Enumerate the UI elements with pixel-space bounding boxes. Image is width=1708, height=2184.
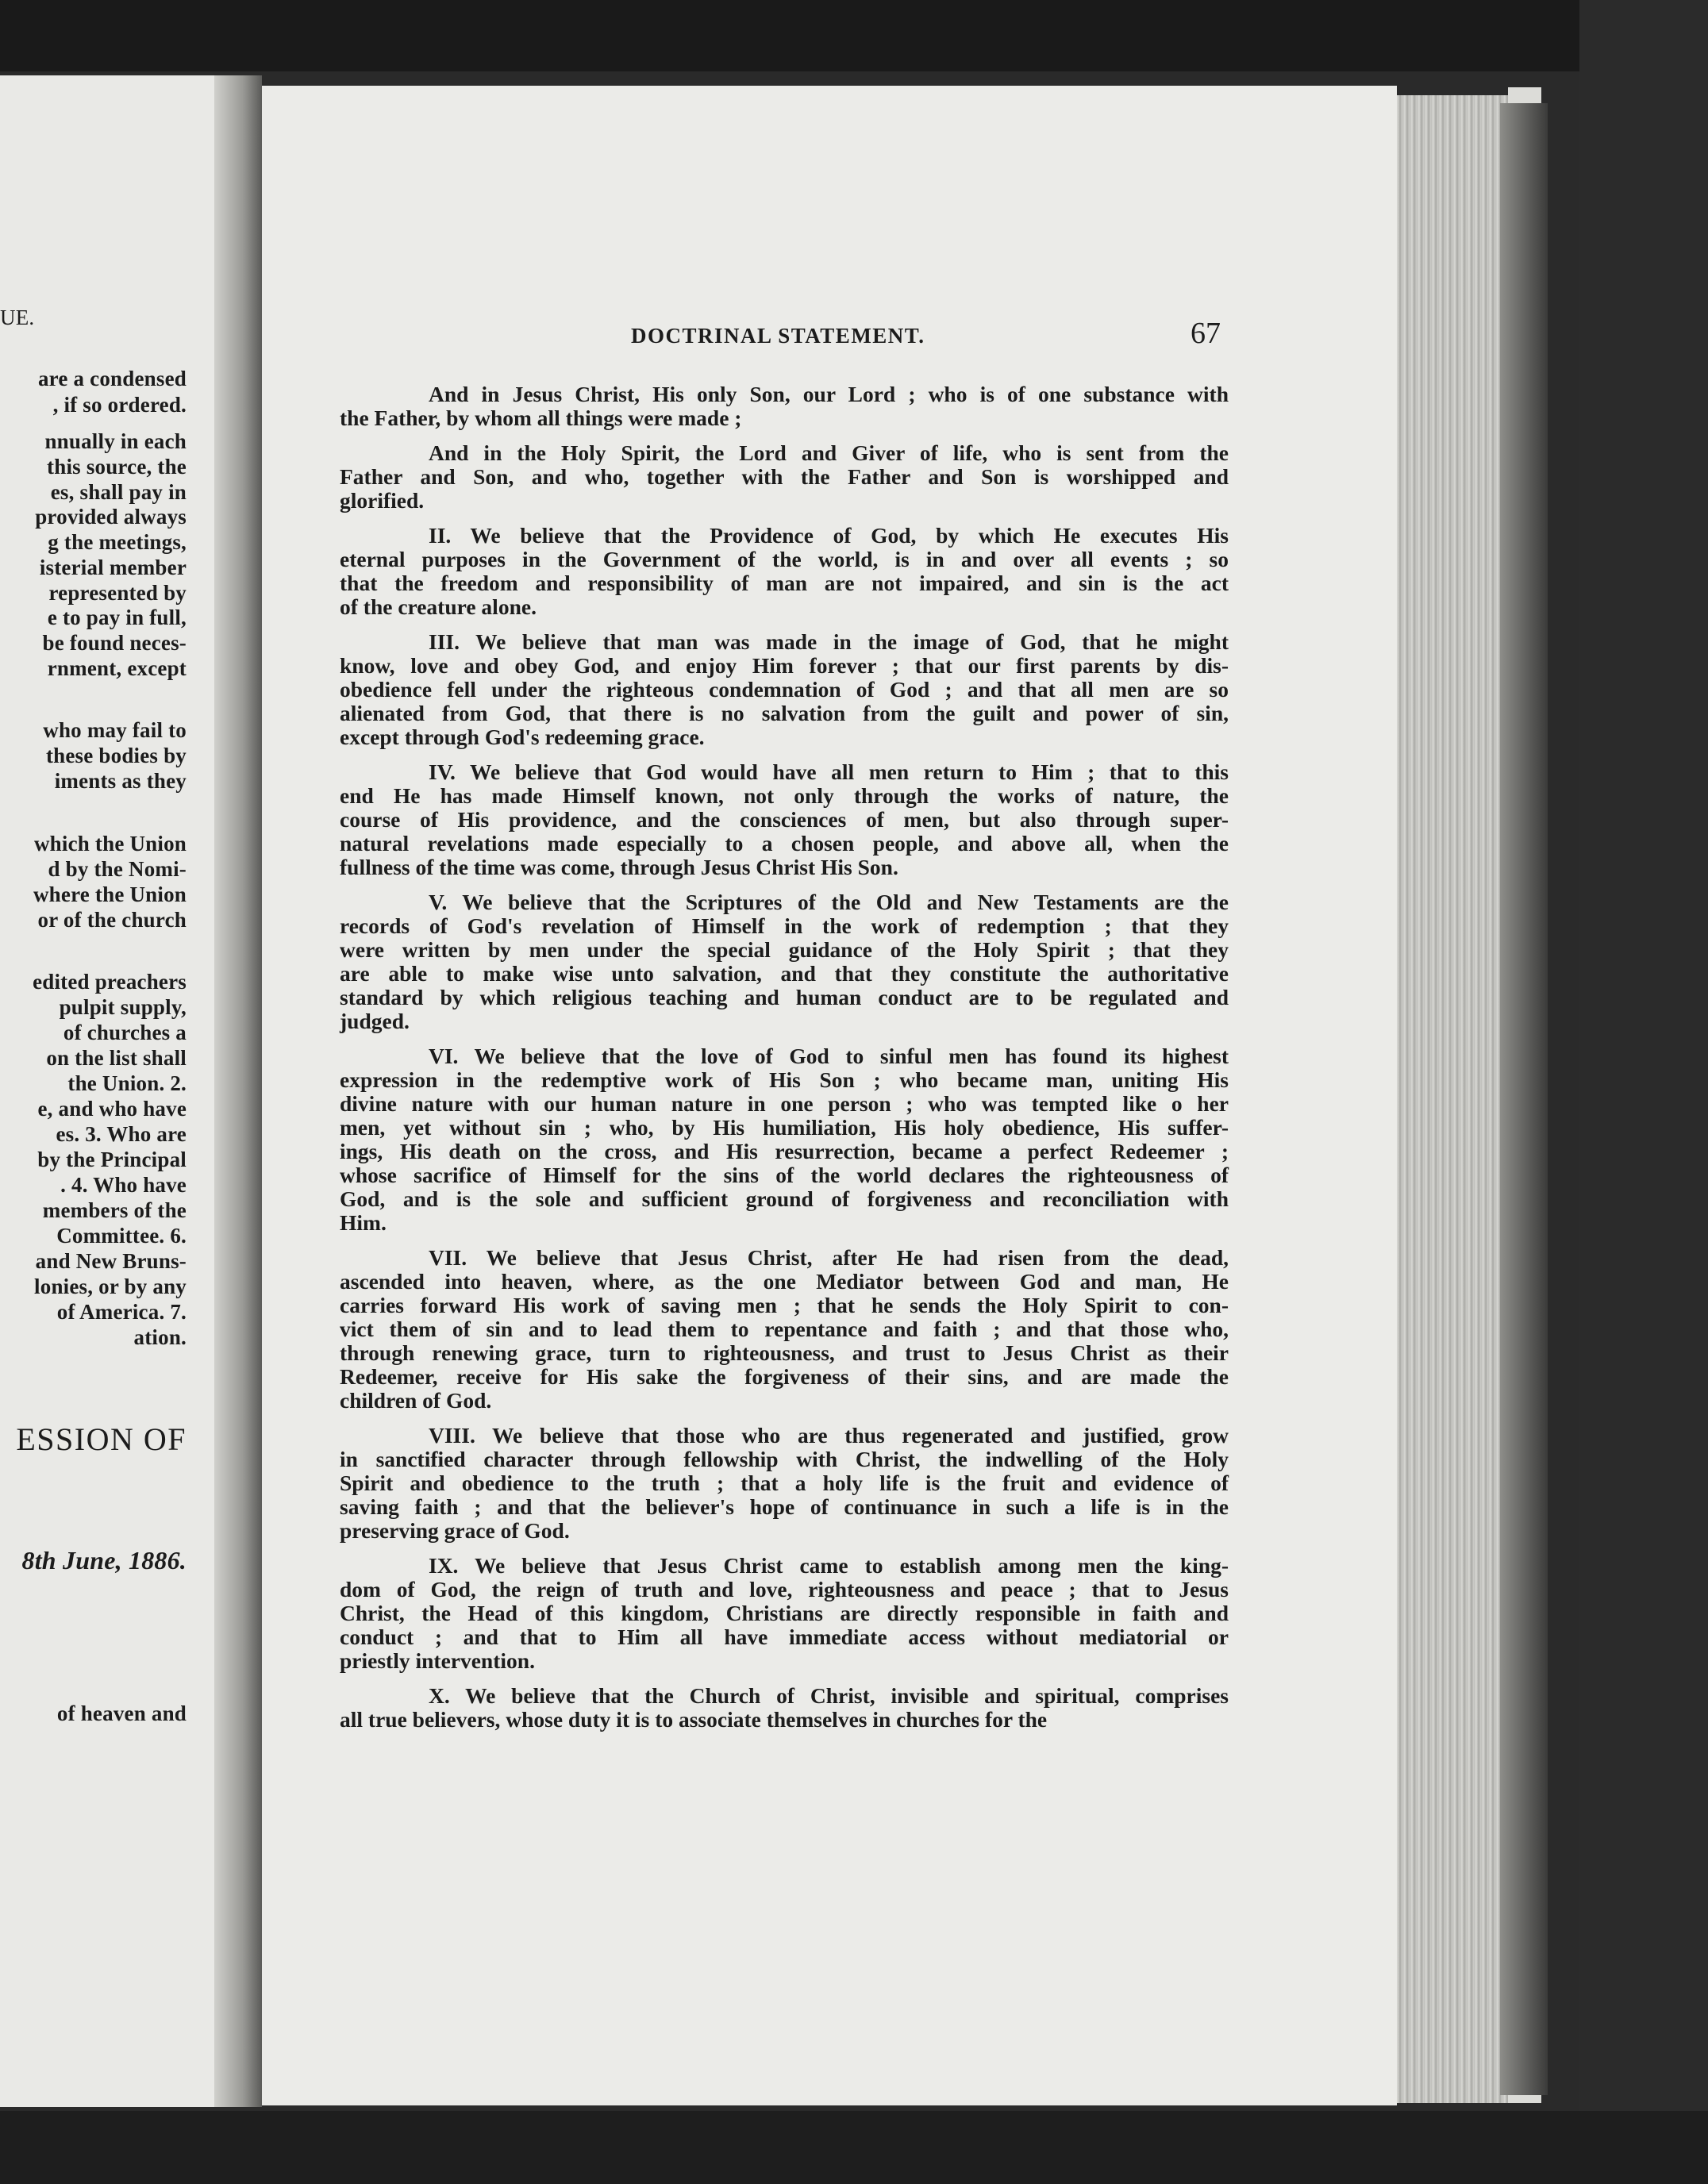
text-line: Christ, the Head of this kingdom, Christians are directly responsible in faith and [340, 1601, 1229, 1625]
text-line: the Father, by whom all things were made ; [340, 406, 742, 430]
text-line: eternal purposes in the Government of the world, is in and over all events ; so [340, 547, 1229, 571]
left-page-line: of heaven and [56, 1701, 187, 1725]
left-page-line: g the meetings, [48, 530, 187, 554]
page-edges [1381, 95, 1508, 2103]
left-page-line: UE. [0, 306, 35, 329]
left-page-line: members of the [42, 1198, 187, 1222]
text-line: of the creature alone. [340, 594, 537, 619]
text-line: records of God's revelation of Himself in the work of redemption ; that they [340, 913, 1229, 938]
text-line: divine nature with our human nature in one person ; who was tempted like o her [340, 1091, 1229, 1116]
left-page-line: iments as they [54, 769, 187, 793]
left-page-line: be found neces- [42, 631, 187, 655]
left-page [0, 75, 230, 2107]
text-line: IV. We believe that God would have all men return to Him ; that to this [429, 759, 1229, 784]
text-line: X. We believe that the Church of Christ, invisible and spiritual, comprises [429, 1683, 1229, 1708]
doctrinal-paragraph [340, 441, 1229, 513]
left-page-line: of America. 7. [56, 1300, 187, 1324]
left-page-line: rnment, except [47, 656, 187, 680]
text-line: conduct ; and that to Him all have immediate access without mediatorial or [340, 1625, 1229, 1649]
text-line: children of God. [340, 1388, 492, 1413]
text-line: VII. We believe that Jesus Christ, after He had risen from the dead, [429, 1245, 1229, 1270]
text-line: III. We believe that man was made in the image of God, that he might [429, 629, 1229, 654]
left-page-line: , if so ordered. [52, 393, 187, 417]
left-page-line: where the Union [33, 882, 187, 906]
text-line: carries forward His work of saving men ; that he sends the Holy Spirit to con- [340, 1293, 1229, 1317]
doctrinal-paragraph [340, 524, 1229, 619]
doctrinal-paragraph [340, 1684, 1229, 1732]
text-line: Redeemer, receive for His sake the forgiveness of their sins, and are made the [340, 1364, 1229, 1389]
page-edges-shadow [1500, 103, 1548, 2095]
doctrinal-paragraph [340, 890, 1229, 1033]
left-page-line: e to pay in full, [47, 606, 187, 629]
text-line: that the freedom and responsibility of man are not impaired, and sin is the act [340, 571, 1229, 595]
text-line: V. We believe that the Scriptures of the Old and New Testaments are the [429, 890, 1229, 914]
body-text [340, 383, 1229, 1743]
text-line: And in Jesus Christ, His only Son, our Lord ; who is of one substance with [429, 382, 1229, 406]
left-page-line: of churches a [63, 1021, 187, 1044]
left-page-line: edited preachers [33, 970, 187, 994]
text-line: dom of God, the reign of truth and love, righteousness and peace ; that to Jesus [340, 1577, 1229, 1601]
left-page-line: represented by [48, 581, 187, 605]
text-line: Father and Son, and who, together with the Father and Son is worshipped and [340, 464, 1229, 489]
text-line: obedience fell under the righteous condemnation of God ; and that all men are so [340, 677, 1229, 702]
text-line: VIII. We believe that those who are thus regenerated and justified, grow [429, 1423, 1229, 1448]
text-line: except through God's redeeming grace. [340, 725, 705, 749]
left-page-line: on the list shall [46, 1046, 187, 1070]
doctrinal-paragraph [340, 630, 1229, 749]
text-line: know, love and obey God, and enjoy Him forever ; that our first parents by dis- [340, 653, 1229, 678]
left-page-line: d by the Nomi- [48, 857, 187, 881]
left-page-line: the Union. 2. [67, 1071, 187, 1095]
text-line: alienated from God, that there is no salvation from the guilt and power of sin, [340, 701, 1229, 725]
left-page-line: nnually in each [44, 429, 187, 453]
text-line: glorified. [340, 488, 425, 513]
scan-border-top [0, 0, 1708, 71]
text-line: standard by which religious teaching and human conduct are to be regulated and [340, 985, 1229, 1009]
left-page-line: Committee. 6. [56, 1224, 187, 1248]
doctrinal-paragraph [340, 1246, 1229, 1413]
book-gutter [214, 75, 262, 2107]
left-page-line: . 4. Who have [60, 1173, 187, 1197]
text-line: VI. We believe that the love of God to sinful men has found its highest [429, 1044, 1229, 1068]
text-line: were written by men under the special guidance of the Holy Spirit ; that they [340, 937, 1229, 962]
scan-border-bottom [0, 2111, 1708, 2184]
left-page-line: es, shall pay in [50, 480, 187, 504]
left-page-line: lonies, or by any [34, 1275, 187, 1298]
text-line: II. We believe that the Providence of God, by which He executes His [429, 523, 1229, 548]
text-line: end He has made Himself known, not only through the works of nature, the [340, 783, 1229, 808]
page-number: 67 [1191, 317, 1221, 350]
left-page-line: pulpit supply, [59, 995, 187, 1019]
text-line: are able to make wise unto salvation, and that they constitute the authoritative [340, 961, 1229, 986]
left-page-line: and New Bruns- [35, 1249, 187, 1273]
left-page-line: which the Union [33, 832, 187, 856]
text-line: ings, His death on the cross, and His resurrection, became a perfect Redeemer ; [340, 1139, 1229, 1163]
left-page-line: by the Principal [37, 1148, 187, 1171]
text-line: God, and is the sole and sufficient ground of forgiveness and reconciliation with [340, 1186, 1229, 1211]
text-line: Spirit and obedience to the truth ; that a holy life is the fruit and evidence of [340, 1471, 1229, 1495]
text-line: in sanctified character through fellowship with Christ, the indwelling of the Holy [340, 1447, 1229, 1471]
left-page-line: 8th June, 1886. [21, 1546, 187, 1575]
text-line: expression in the redemptive work of His Son ; who became man, uniting His [340, 1067, 1229, 1092]
text-line: Him. [340, 1210, 387, 1235]
left-page-line: are a condensed [37, 367, 187, 390]
text-line: men, yet without sin ; who, by His humiliation, His holy obedience, His suffer- [340, 1115, 1229, 1140]
doctrinal-paragraph [340, 760, 1229, 879]
doctrinal-paragraph [340, 1044, 1229, 1235]
text-line: preserving grace of God. [340, 1518, 570, 1543]
left-page-line: isterial member [39, 556, 187, 579]
text-line: natural revelations made especially to a chosen people, and above all, when the [340, 831, 1229, 856]
text-line: priestly intervention. [340, 1648, 535, 1673]
text-line: through renewing grace, turn to righteousness, and trust to Jesus Christ as their [340, 1340, 1229, 1365]
left-page-line: provided always [35, 505, 187, 529]
text-line: IX. We believe that Jesus Christ came to establish among men the king- [429, 1553, 1229, 1578]
text-line: judged. [340, 1009, 410, 1033]
left-page-line: or of the church [37, 908, 187, 932]
left-page-line: e, and who have [37, 1097, 187, 1121]
text-line: all true believers, whose duty it is to associate themselves in churches for the [340, 1707, 1048, 1732]
left-page-line: ESSION OF [16, 1421, 187, 1457]
text-line: course of His providence, and the consciences of men, but also through super- [340, 807, 1229, 832]
scan-border-right [1579, 0, 1708, 2184]
doctrinal-paragraph [340, 1554, 1229, 1673]
text-line: whose sacrifice of Himself for the sins of the world declares the righteousness of [340, 1163, 1229, 1187]
left-page-line: ation. [133, 1325, 187, 1349]
doctrinal-paragraph [340, 1424, 1229, 1543]
left-page-line: this source, the [47, 455, 187, 479]
text-line: saving faith ; and that the believer's hope of continuance in such a life is in the [340, 1494, 1229, 1519]
text-line: vict them of sin and to lead them to repentance and faith ; and that those who, [340, 1317, 1229, 1341]
text-line: ascended into heaven, where, as the one Mediator between God and man, He [340, 1269, 1229, 1294]
text-line: And in the Holy Spirit, the Lord and Giver of life, who is sent from the [429, 440, 1229, 465]
left-page-line: who may fail to [43, 718, 187, 742]
text-line: fullness of the time was come, through Jesus Christ His Son. [340, 855, 898, 879]
left-page-line: these bodies by [45, 744, 187, 767]
left-page-line: es. 3. Who are [56, 1122, 187, 1146]
doctrinal-paragraph [340, 383, 1229, 430]
running-header: DOCTRINAL STATEMENT. [631, 324, 925, 348]
